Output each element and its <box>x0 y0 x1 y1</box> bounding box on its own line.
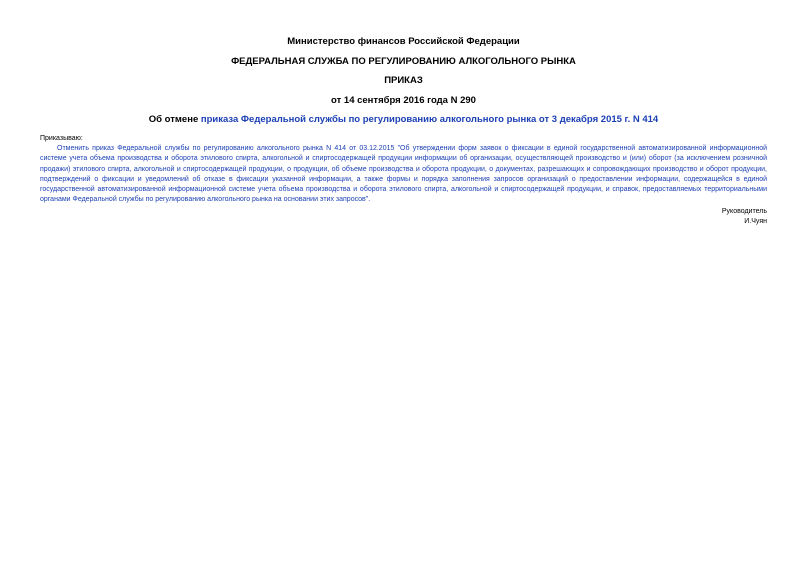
signatory-position: Руководитель <box>721 208 767 215</box>
document-date-number: от 14 сентября 2016 года N 290 <box>331 95 476 106</box>
document-title-prefix: Об отмене <box>148 114 201 125</box>
signatory-name: И.Чуян <box>744 218 767 225</box>
order-intro: Приказываю: <box>40 135 83 142</box>
document-title-link[interactable]: приказа Федеральной службы по регулированию алкогольного рынка от 3 декабря 2015 г. N 414 <box>200 114 659 125</box>
service-name: ФЕДЕРАЛЬНАЯ СЛУЖБА ПО РЕГУЛИРОВАНИЮ АЛКОГОЛЬНОГО РЫНКА <box>231 56 576 67</box>
document-type: ПРИКАЗ <box>384 75 423 86</box>
ministry-name: Министерство финансов Российской Федерации <box>287 36 520 47</box>
document-title <box>0 114 807 126</box>
order-paragraph-link[interactable]: Отменить приказ Федеральной службы по регулированию алкогольного рынка N 414 от 03.12.2015 "Об утверждении форм заявок о фиксации в единой государственной автоматизированной информационной системе учета объема производства и оборота этилового спирта, алкогольной и спиртосодержащей продукции информации об организации, осуществляющей производство и (или) оборот (за исключением розничной продажи) этилового спирта, алкогольной и спиртосодержащей продукции, о продукции, об объеме производства и оборота продукции, о документах, разрешающих и сопровождающих производство и оборот продукции, подтверждений о фиксации и уведомлений об отказе в фиксации указанной информации, а также формы и порядка заполнения запросов организаций о предоставлении информации, содержащейся в единой государственной автоматизированной информационной системе учета объема производства и оборота этилового спирта, алкогольной и спиртосодержащей продукции, и справок, предоставляемых территориальными органами Федеральной службы по регулированию алкогольного рынка на основании этих запросов". <box>40 145 767 204</box>
